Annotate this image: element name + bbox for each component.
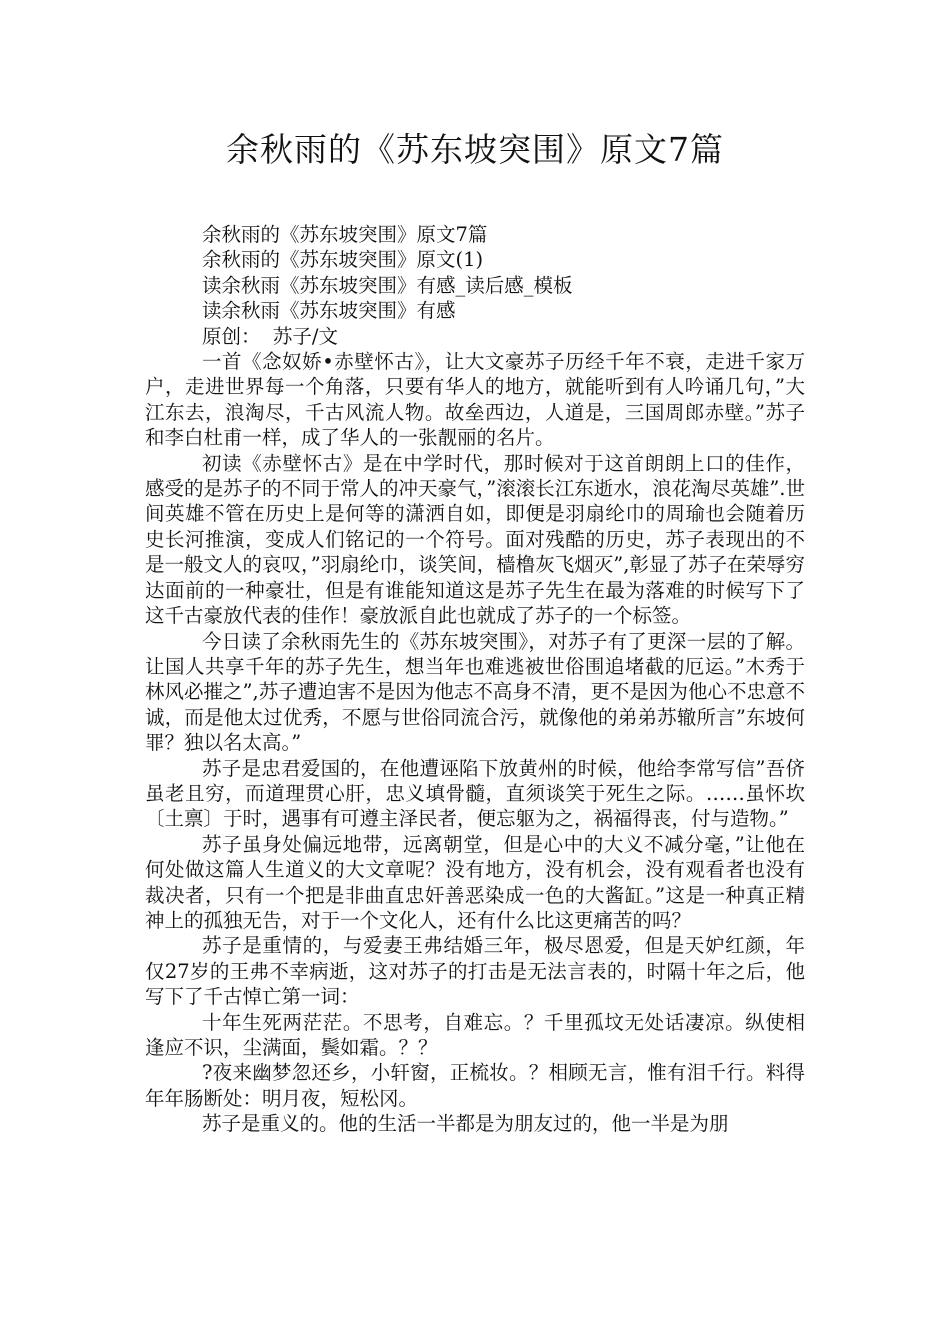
document-body [145,222,805,1137]
header-line: 余秋雨的《苏东坡突围》原文(1) [202,248,484,272]
header-line: 读余秋雨《苏东坡突围》有感 [202,299,456,323]
paragraph: 初读《赤壁怀古》是在中学时代，那时候对于这首朗朗上口的佳作，感受的是苏子的不同于常人的冲天豪气，”滚滚长江东逝水，浪花淘尽英雄”.世间英雄不管在历史上是何等的潇洒自如，即便是羽扇纶巾的周瑜也会随着历史长河推演，变成人们铭记的一个符号。面对残酷的历史，苏子表现出的不是一般文人的哀叹，”羽扇纶巾，谈笑间，樯橹灰飞烟灭”,彰显了苏子在荣辱穷达面前的一种豪壮，但是有谁能知道这是苏子先生在最为落难的时候写下了这千古豪放代表的佳作！豪放派自此也就成了苏子的一个标签。 [145,451,805,628]
document-title: 余秋雨的《苏东坡突围》原文7篇 [226,130,724,169]
paragraph: 今日读了余秋雨先生的《苏东坡突围》，对苏子有了更深一层的了解。让国人共享千年的苏子先生，想当年也难逃被世俗围追堵截的厄运。”木秀于林风必摧之”,苏子遭迫害不是因为他志不高身不清，更不是因为他心不忠意不诚，而是他太过优秀，不愿与世俗同流合污，就像他的弟弟苏辙所言”东坡何罪？独以名太高。” [145,629,805,755]
paragraph: 苏子是重义的。他的生活一半都是为朋友过的，他一半是为朋 [202,1112,729,1136]
paragraph: 一首《念奴娇•赤壁怀古》，让大文豪苏子历经千年不衰，走进千家万户，走进世界每一个角落，只要有华人的地方，就能听到有人吟诵几句，”大江东去，浪淘尽，千古风流人物。故垒西边，人道是，三国周郎赤壁。”苏子和李白杜甫一样，成了华人的一张靓丽的名片。 [145,350,805,450]
paragraph: 苏子虽身处偏远地带，远离朝堂，但是心中的大义不减分毫，”让他在何处做这篇人生道义的大文章呢？没有地方，没有机会，没有观看者也没有裁决者，只有一个把是非曲直忠奸善恶染成一色的大酱缸。”这是一种真正精神上的孤独无告，对于一个文化人，还有什么比这更痛苦的吗？ [145,832,805,932]
paragraph: 苏子是忠君爱国的，在他遭诬陷下放黄州的时候，他给李常写信”吾侪虽老且穷，而道理贯心肝，忠义填骨髓，直须谈笑于死生之际。……虽怀坎〔土禀〕于时，遇事有可遵主泽民者，便忘躯为之，祸福得丧，付与造物。” [145,756,805,831]
poem-stanza: 十年生死两茫茫。不思考，自难忘。？千里孤坟无处话凄凉。纵使相逢应不识，尘满面，鬓如霜。？？ [145,1010,805,1059]
paragraph: 苏子是重情的，与爱妻王弗结婚三年，极尽恩爱，但是天妒红颜，年仅27岁的王弗不幸病逝，这对苏子的打击是无法言表的，时隔十年之后，他写下了千古悼亡第一词： [145,934,805,1009]
header-line: 余秋雨的《苏东坡突围》原文7篇 [202,223,488,246]
header-line: 读余秋雨《苏东坡突围》有感_读后感_模板 [202,273,573,297]
author-line: 原创： 苏子/文 [202,324,338,348]
poem-stanza: ?夜来幽梦忽还乡，小轩窗，正梳妆。？相顾无言，惟有泪千行。料得年年肠断处：明月夜，短松冈。 [145,1061,805,1110]
